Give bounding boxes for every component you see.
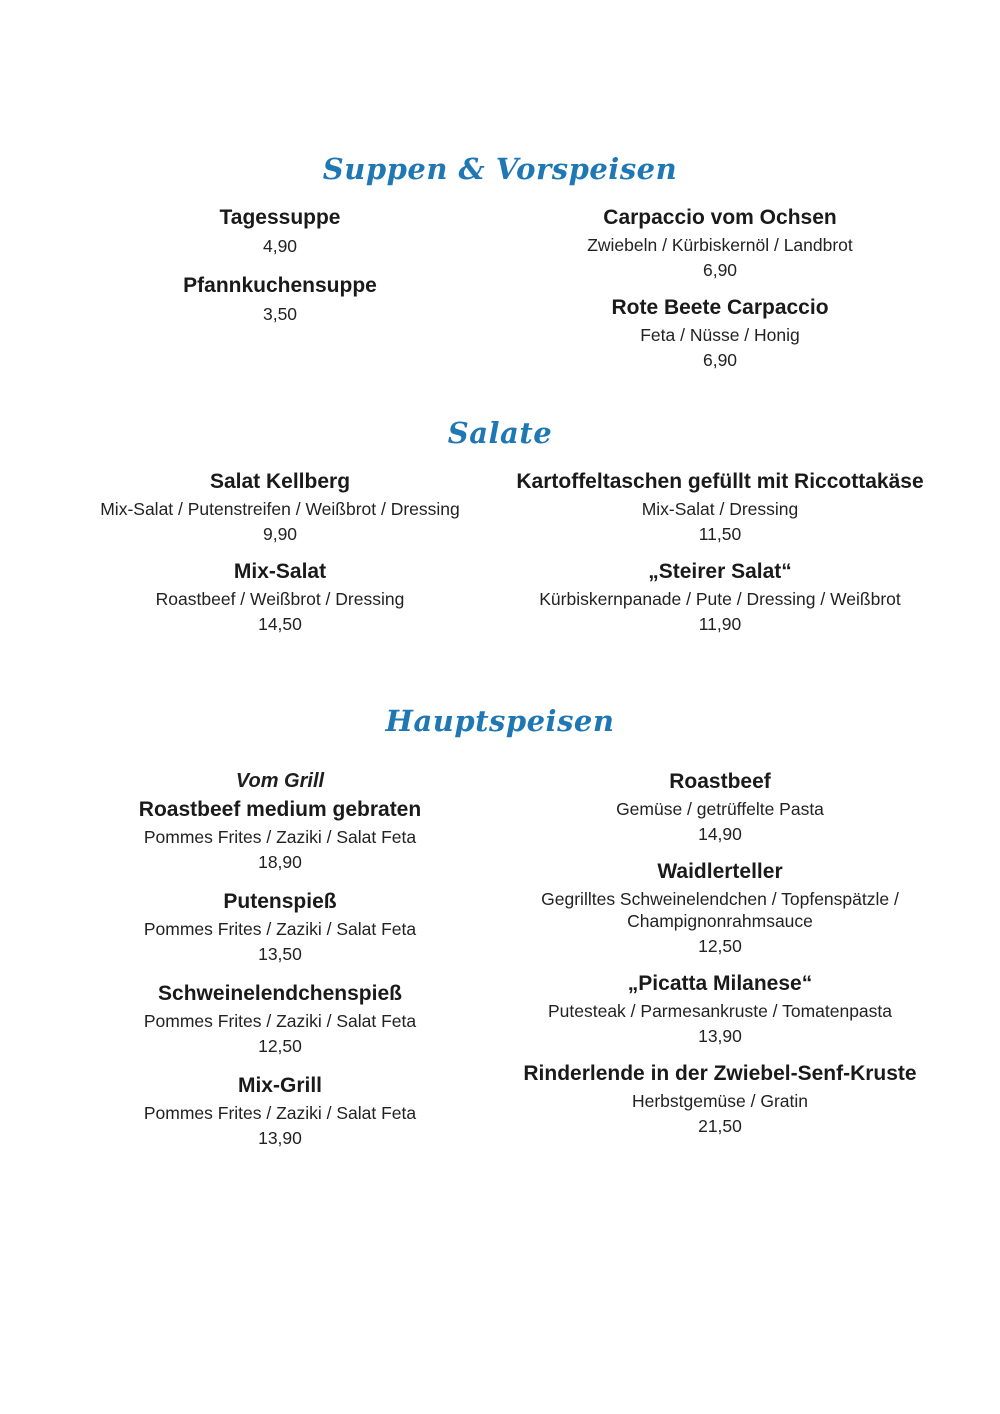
item-description: Pommes Frites / Zaziki / Salat Feta xyxy=(143,1103,417,1123)
hauptspeisen-right-column xyxy=(500,768,940,1138)
item-name: Rinderlende in der Zwiebel-Senf-Kruste xyxy=(523,1062,917,1085)
menu-item-roastbeef-medium xyxy=(60,796,500,874)
item-price: 18,90 xyxy=(258,852,302,872)
item-price: 6,90 xyxy=(702,260,738,280)
item-description: Gemüse / getrüffelte Pasta xyxy=(616,799,824,819)
item-name: Tagessuppe xyxy=(219,206,341,229)
item-price: 6,90 xyxy=(702,350,738,370)
item-description: Herbstgemüse / Gratin xyxy=(631,1091,809,1111)
item-name: Roastbeef xyxy=(669,770,771,793)
menu-item-mix-grill xyxy=(60,1072,500,1150)
item-name: Waidlerteller xyxy=(657,860,783,883)
item-name: Salat Kellberg xyxy=(209,470,351,493)
item-description: Putesteak / Parmesankruste / Tomatenpasta xyxy=(547,1001,893,1021)
item-name: Roastbeef medium gebraten xyxy=(138,798,422,821)
item-price: 12,50 xyxy=(698,936,742,956)
menu-item-pfannkuchensuppe xyxy=(60,272,500,326)
menu-item-roastbeef xyxy=(500,768,940,846)
menu-item-mix-salat xyxy=(60,558,500,636)
item-price: 13,50 xyxy=(258,944,302,964)
item-description: Kürbiskernpanade / Pute / Dressing / Weißbrot xyxy=(539,589,901,609)
menu-item-steirer-salat xyxy=(500,558,940,636)
item-price: 12,50 xyxy=(258,1036,302,1056)
item-description: Pommes Frites / Zaziki / Salat Feta xyxy=(143,827,417,847)
menu-item-tagessuppe xyxy=(60,204,500,258)
section-title-salate: Salate xyxy=(447,416,553,450)
item-description: Zwiebeln / Kürbiskernöl / Landbrot xyxy=(587,235,853,255)
item-price: 14,90 xyxy=(698,824,742,844)
item-description: Mix-Salat / Dressing xyxy=(641,499,799,519)
menu-item-carpaccio-ochsen xyxy=(500,204,940,282)
item-name: Pfannkuchensuppe xyxy=(183,274,377,297)
item-price: 13,90 xyxy=(698,1026,742,1046)
suppen-right-column xyxy=(500,204,940,372)
item-description: Pommes Frites / Zaziki / Salat Feta xyxy=(143,919,417,939)
menu-item-putenspiess xyxy=(60,888,500,966)
item-name: Mix-Grill xyxy=(237,1074,322,1097)
section-title-hauptspeisen: Hauptspeisen xyxy=(385,704,615,738)
item-name: „Picatta Milanese“ xyxy=(627,972,813,995)
item-description: Gegrilltes Schweinelendchen / Topfenspätzle / Champignonrahmsauce xyxy=(541,889,899,931)
menu-item-schweinelendchenspiess xyxy=(60,980,500,1058)
section-title-suppen-vorspeisen: Suppen & Vorspeisen xyxy=(322,152,678,186)
suppen-left-column xyxy=(60,204,500,326)
item-price: 21,50 xyxy=(698,1116,742,1136)
menu-item-rote-beete-carpaccio xyxy=(500,294,940,372)
hauptspeisen-left-column xyxy=(60,768,500,1150)
item-price: 11,50 xyxy=(698,524,742,544)
item-name: Schweinelendchenspieß xyxy=(158,982,402,1005)
menu-item-picatta-milanese xyxy=(500,970,940,1048)
item-description: Feta / Nüsse / Honig xyxy=(640,325,800,345)
item-price: 14,50 xyxy=(258,614,302,634)
item-description: Pommes Frites / Zaziki / Salat Feta xyxy=(143,1011,417,1031)
salate-left-column xyxy=(60,468,500,636)
item-price: 3,50 xyxy=(262,304,298,324)
item-price: 9,90 xyxy=(262,524,298,544)
menu-item-rinderlende xyxy=(500,1060,940,1138)
item-name: Kartoffeltaschen gefüllt mit Riccottakäse xyxy=(516,470,924,493)
item-price: 4,90 xyxy=(262,236,298,256)
item-name: „Steirer Salat“ xyxy=(648,560,792,583)
item-price: 11,90 xyxy=(698,614,742,634)
item-price: 13,90 xyxy=(258,1128,302,1148)
item-name: Carpaccio vom Ochsen xyxy=(603,206,837,229)
item-description: Mix-Salat / Putenstreifen / Weißbrot / Dressing xyxy=(100,499,460,519)
item-name: Mix-Salat xyxy=(233,560,327,583)
menu-item-waidlerteller xyxy=(500,858,940,958)
item-description: Roastbeef / Weißbrot / Dressing xyxy=(155,589,405,609)
menu-item-kartoffeltaschen xyxy=(500,468,940,546)
item-name: Rote Beete Carpaccio xyxy=(611,296,829,319)
vom-grill-subheading: Vom Grill xyxy=(235,770,325,792)
salate-right-column xyxy=(500,468,940,636)
menu-item-salat-kellberg xyxy=(60,468,500,546)
item-name: Putenspieß xyxy=(223,890,337,913)
